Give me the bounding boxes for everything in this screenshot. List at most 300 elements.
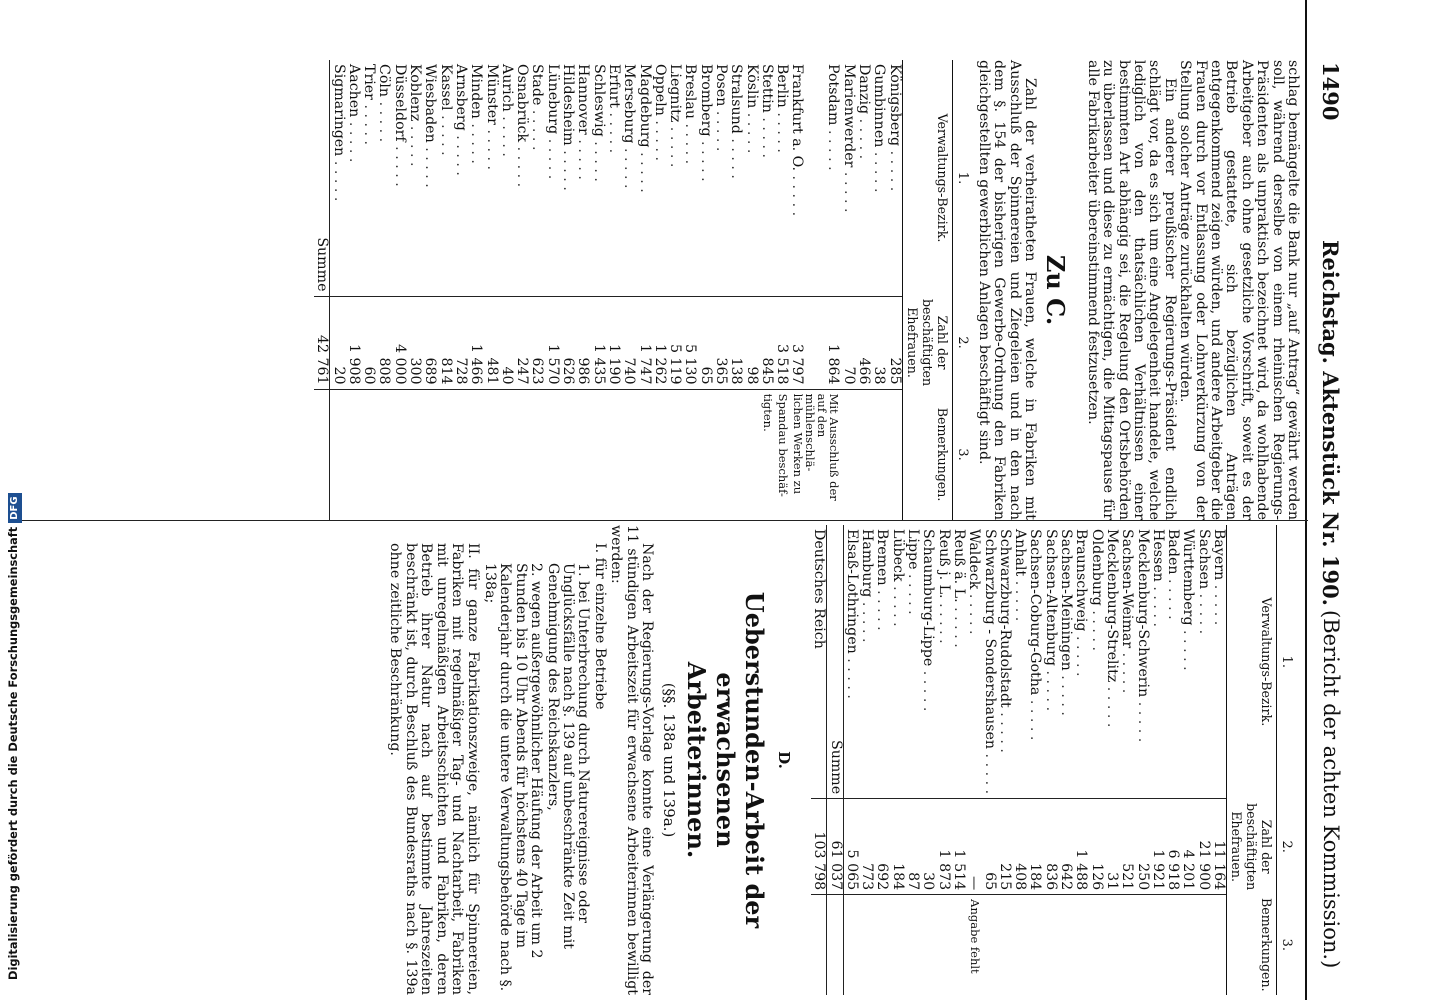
col-num-3: 3. xyxy=(1277,895,1297,995)
leader-dots: . . . . . xyxy=(483,124,500,171)
leader-dots: . . . . . xyxy=(682,119,699,165)
district-remark xyxy=(871,389,886,520)
table-row xyxy=(1150,525,1165,995)
leader-dots: . . . . . xyxy=(1012,576,1029,622)
district-count: 40 xyxy=(499,296,514,389)
leader-dots: . . . . . xyxy=(920,666,937,712)
district-count: 740 xyxy=(621,296,636,389)
leader-dots: . . . . . xyxy=(422,142,439,188)
leader-dots: . . . . . xyxy=(774,107,791,153)
table-row xyxy=(1058,525,1073,995)
district-remark xyxy=(1042,895,1057,995)
leader-dots: . . . . . xyxy=(728,133,745,179)
leader-dots: . . . . . xyxy=(843,653,860,699)
district-count: 814 xyxy=(437,296,452,389)
district-remark xyxy=(1195,895,1210,995)
district-name: Liegnitz . . . . . xyxy=(667,64,684,168)
district-name: Kassel . . . . . xyxy=(437,64,454,156)
district-name: Hamburg . . . . . xyxy=(859,529,876,643)
col-head-district: Verwaltungs-Bezirk. xyxy=(1227,525,1277,799)
table-row xyxy=(997,525,1012,995)
table-row-total xyxy=(811,525,827,995)
district-count: 773 xyxy=(859,799,874,895)
district-name: Osnabrück . . . . . xyxy=(514,64,531,188)
col-head-count: Zahl der beschäftigten Ehefrauen. xyxy=(1227,799,1277,895)
district-count: 87 xyxy=(905,799,920,895)
district-name: Reuß j. L. . . . . . xyxy=(935,529,952,644)
leader-dots: . . . . . xyxy=(789,171,806,217)
running-header xyxy=(1305,0,1347,1000)
district-remark xyxy=(361,389,376,520)
district-count: 98 xyxy=(743,296,758,389)
district-count: 138 xyxy=(728,296,743,389)
district-name: Magdeburg . . . . . xyxy=(636,64,653,193)
leader-dots: . . . . . xyxy=(468,118,485,164)
district-count: 689 xyxy=(422,296,437,389)
table-row xyxy=(859,525,874,995)
leader-dots: . . . . . xyxy=(871,147,888,193)
district-count: 31 xyxy=(1104,799,1119,895)
table-row-sum xyxy=(314,60,330,520)
table-row xyxy=(981,525,996,995)
district-name: Mecklenburg-Strelitz . . . . . xyxy=(1103,529,1120,728)
district-remark xyxy=(407,389,422,520)
district-remark: lichen Werken zu xyxy=(791,393,806,495)
district-remark xyxy=(667,389,682,520)
district-remark xyxy=(391,389,406,520)
leader-dots: . . . . . xyxy=(1073,631,1090,677)
district-remark xyxy=(1104,895,1119,995)
district-count: 481 xyxy=(483,296,498,389)
table-row-sum xyxy=(827,525,843,995)
district-remark xyxy=(920,895,935,995)
district-count: 692 xyxy=(874,799,889,895)
table-row xyxy=(920,525,935,995)
leader-dots: . . . . . xyxy=(1119,648,1136,694)
section-c-caption: Zahl der verheiratheten Frauen, welche in Fabriken mit Ausschluß der Spinnereien und Ziegeleien und in den nach dem §. 154 der bisherigen Gewerbe-Ordnung den Fabriken gleichgestellten gewerblichen Anlagen beschäftigt sind. xyxy=(976,60,1039,520)
district-remark xyxy=(422,389,437,520)
district-remark xyxy=(575,389,590,520)
district-count: 5 119 xyxy=(667,296,682,389)
table-row xyxy=(1027,525,1042,995)
table-row xyxy=(697,60,712,520)
district-remark xyxy=(1134,895,1149,995)
leader-dots: . . . . . xyxy=(590,136,607,182)
col-head-district: Verwaltungs-Bezirk. xyxy=(902,60,952,296)
district-remark: Spandau beschäf- xyxy=(776,393,791,497)
district-name: Elsaß-Lothringen . . . . . xyxy=(843,529,860,699)
district-name: Hildesheim . . . . . xyxy=(560,64,577,191)
district-name: Lippe . . . . . xyxy=(905,529,922,615)
leader-dots: . . . . . xyxy=(361,99,378,146)
leader-dots: . . . . . xyxy=(376,97,393,143)
district-name: Oldenburg . . . . . xyxy=(1088,529,1105,651)
district-name: Münster . . . . . xyxy=(483,64,500,171)
table-row xyxy=(713,60,728,520)
col-num-2: 2. xyxy=(1277,799,1297,895)
leader-dots: . . . . . xyxy=(996,707,1013,753)
district-count: 3 797 xyxy=(789,296,804,389)
district-remark xyxy=(514,389,529,520)
district-name: Gumbinnen . . . . . xyxy=(871,64,888,193)
table-row xyxy=(330,60,346,520)
section-c-rows xyxy=(330,60,902,520)
district-name: Arnsberg . . . . . xyxy=(452,64,469,176)
district-name: Sigmaringen . . . . . xyxy=(330,64,347,202)
district-name: Bayern . . . . . xyxy=(1211,529,1227,626)
district-name: Posen . . . . . xyxy=(713,64,730,152)
district-name: Reuß ä. L. . . . . . xyxy=(950,529,967,648)
table-row xyxy=(575,60,590,520)
district-name: Schwarzburg-Rudolstadt . . . . . xyxy=(996,529,1013,753)
district-remark xyxy=(997,895,1012,995)
district-remark xyxy=(856,389,871,520)
district-remark xyxy=(1088,895,1103,995)
table-row xyxy=(966,525,981,995)
list-item-i: I. für einzelne Betriebe xyxy=(591,543,608,710)
district-name: Berlin . . . . . xyxy=(774,64,791,153)
district-remark xyxy=(682,389,697,520)
section-c-table xyxy=(314,60,972,520)
table-row xyxy=(1119,525,1134,995)
column-divider xyxy=(18,520,1308,521)
table-row xyxy=(422,60,437,520)
district-count: 1 921 xyxy=(1150,799,1165,895)
district-name: Breslau . . . . . xyxy=(682,64,699,165)
district-remark xyxy=(636,389,651,520)
district-name: Hessen . . . . . xyxy=(1149,529,1166,627)
district-remark xyxy=(468,389,483,520)
table-row xyxy=(805,60,841,520)
leader-dots: . . . . . xyxy=(981,749,998,795)
district-remark xyxy=(728,389,743,520)
district-count: 184 xyxy=(1027,799,1042,895)
digitization-credit xyxy=(6,496,20,994)
leader-dots: . . . . . xyxy=(966,589,983,635)
col-head-remarks: Bemerkungen. xyxy=(902,389,952,520)
leader-dots: . . . . . xyxy=(1042,665,1059,712)
district-name: Düsseldorf . . . . . xyxy=(391,64,408,187)
district-name: Sachsen-Weimar . . . . . xyxy=(1119,529,1136,694)
table-row xyxy=(1088,525,1103,995)
district-count: — xyxy=(966,799,981,895)
table-row xyxy=(376,60,391,520)
district-remark xyxy=(1012,895,1027,995)
district-remark xyxy=(874,895,889,995)
leader-dots: . . . . . xyxy=(667,122,684,168)
leader-dots: . . . . . xyxy=(1211,580,1227,626)
leader-dots: . . . . . xyxy=(452,130,469,176)
section-c-heading: Zu C. xyxy=(1041,254,1071,326)
district-name: Sachsen-Meiningen . . . . . xyxy=(1058,529,1075,716)
table-row xyxy=(1211,525,1227,995)
total-label: Deutsches Reich xyxy=(811,525,827,799)
district-remark xyxy=(1119,895,1134,995)
district-count: 4 201 xyxy=(1180,799,1195,895)
col-num-1: 1. xyxy=(1277,525,1297,799)
district-remark xyxy=(1027,895,1042,995)
leader-dots: . . . . . xyxy=(544,134,561,180)
district-name: Anhalt . . . . . xyxy=(1012,529,1029,622)
district-remark xyxy=(1180,895,1195,995)
district-name: Königsberg . . . . . xyxy=(886,64,903,192)
district-name: Oppeln . . . . . xyxy=(651,64,668,161)
table-row xyxy=(621,60,636,520)
district-name: Bremen . . . . . xyxy=(874,529,891,631)
table-row xyxy=(856,60,871,520)
table-row xyxy=(437,60,452,520)
table-row xyxy=(682,60,697,520)
district-count: 365 xyxy=(713,296,728,389)
district-count: 1 435 xyxy=(590,296,605,389)
table-row xyxy=(652,60,667,520)
district-name: Stettin . . . . . xyxy=(758,64,775,159)
district-name: Aachen . . . . . xyxy=(345,64,362,163)
table-row xyxy=(1134,525,1149,995)
district-count: 250 xyxy=(1134,799,1149,895)
table-row xyxy=(743,60,758,520)
district-remark xyxy=(1058,895,1073,995)
district-remark xyxy=(483,389,498,520)
district-count: 626 xyxy=(560,296,575,389)
district-count: 247 xyxy=(514,296,529,389)
district-remark xyxy=(889,895,904,995)
leader-dots: . . . . . xyxy=(651,115,668,161)
district-name: Sachsen-Altenburg . . . . . xyxy=(1042,529,1059,712)
leader-dots: . . . . . xyxy=(889,581,906,627)
table-row xyxy=(499,60,514,520)
table-row xyxy=(841,60,856,520)
table-row xyxy=(468,60,483,520)
leader-dots: . . . . . xyxy=(743,108,760,154)
district-name: Hannover . . . . . xyxy=(575,64,592,180)
district-count: 30 xyxy=(920,799,935,895)
table-row xyxy=(1073,525,1088,995)
leader-dots: . . . . . xyxy=(697,136,714,182)
table-row xyxy=(759,60,774,520)
district-name: Braunschweig . . . . . xyxy=(1073,529,1090,677)
district-remark xyxy=(346,389,361,520)
col-num-2: 2. xyxy=(952,296,972,389)
district-count: 126 xyxy=(1088,799,1103,895)
leader-dots: . . . . . xyxy=(1195,589,1212,635)
leader-dots: . . . . . xyxy=(935,598,952,644)
district-name: Württemberg . . . . . xyxy=(1180,529,1197,671)
district-count: 1 570 xyxy=(544,296,559,389)
district-remark xyxy=(590,389,605,520)
district-count: 1 873 xyxy=(935,799,950,895)
leader-dots: . . . . . xyxy=(1088,605,1105,651)
district-count: 65 xyxy=(981,799,996,895)
district-remark xyxy=(886,389,902,520)
sum-label: Summe xyxy=(314,60,330,296)
sum-label: Summe xyxy=(827,525,843,799)
district-remark xyxy=(841,389,856,520)
district-remark xyxy=(560,389,575,520)
district-remark xyxy=(697,389,712,520)
district-name: Baden . . . . . xyxy=(1165,529,1182,620)
table-row xyxy=(1165,525,1180,995)
leader-dots: . . . . . xyxy=(1027,695,1044,741)
district-remark xyxy=(652,389,667,520)
page-number: 1490 xyxy=(1318,62,1343,121)
district-remark xyxy=(330,389,346,520)
district-count: 20 xyxy=(330,296,346,389)
leader-dots: . . . . . xyxy=(950,602,967,648)
section-d-heading-2: Arbeiterinnen. xyxy=(681,661,711,859)
intro-paragraph: schlag bemängelte die Bank nur „auf Antrag“ gewährt werden soll, während derselbe von einem rheinischen Regierungs-Präsidenten als unpraktisch bezeichnet wird, da wohlhabende Arbeitgeber auch ohne gesetzliche Vorschrift, soweit es der Betrieb gestattete, sich bezüglichen Anträgen entgegenkommend zeigen würden, und andere Arbeitgeber die Frauen durch vor Entlassung oder Lohnverkürzung von der Stellung solcher Anträge zurückhalten würden. xyxy=(1177,60,1301,520)
credit-text: Digitalisierung gefördert durch die Deutsche Forschungsgemeinschaft xyxy=(6,526,20,980)
district-remark: Mit Ausschluß der auf den mühlenschlä- xyxy=(803,393,842,501)
list-item-ii: II. für ganze Fabrikationszweige, nämlich für Spinnereien, Fabriken mit regelmäßiger Tag- und Nachtarbeit, Fabriken mit unregelmäßigen Arbeitsschichten und Fabriken, deren Betrieb ihrer Natur nach auf bestimmte Jahreszeiten beschränkt ist, durch Beschluß des Bundesraths nach §. 139a ohne zeitliche Beschränkung. xyxy=(387,543,481,995)
table-row xyxy=(843,525,859,995)
leader-dots: . . . . . xyxy=(1058,670,1075,716)
district-remark xyxy=(499,389,514,520)
district-count: 5 065 xyxy=(843,799,859,895)
district-remark xyxy=(905,895,920,995)
district-remark xyxy=(859,895,874,995)
leader-dots: . . . . . xyxy=(856,114,873,160)
district-count: 1 864 xyxy=(805,296,841,389)
district-name: Potsdam . . . . . xyxy=(825,64,842,171)
district-count: 1 747 xyxy=(636,296,651,389)
district-name: Aurich . . . . . xyxy=(498,64,515,157)
district-count: 1 466 xyxy=(468,296,483,389)
district-count: 1 514 xyxy=(951,799,966,895)
table-row xyxy=(407,60,422,520)
list-item-i-2: 2. wegen außergewöhnlicher Häufung der Arbeit um 2 Stunden bis 10 Uhr Abends für höchstens 40 Tage im Kalenderjahr durch die untere Verwaltungsbehörde nach §. 138a; xyxy=(481,563,545,992)
leader-dots: . . . . . xyxy=(1180,625,1197,671)
table-row xyxy=(606,60,621,520)
leader-dots: . . . . . xyxy=(1165,574,1182,620)
district-name: Trier . . . . . xyxy=(361,64,378,146)
leader-dots: . . . . . xyxy=(437,110,454,156)
district-count: 1 488 xyxy=(1073,799,1088,895)
table-row xyxy=(667,60,682,520)
intro-paragraph-2: Ein anderer preußischer Regierungs-Präsident endlich schlägt vor, da es sich um eine Angelegenheit handele, welche lediglich von den thatsächlichen Verhältnissen einer bestimmten Art abhängig sei, die Regelung den Ortsbehörden zu überlassen und diese zu ermächtigen, die Mittagspause für alle Fabrikarbeiter übereinstimmend festzusetzen. xyxy=(1084,60,1178,520)
leader-dots: . . . . . xyxy=(886,146,903,192)
leader-dots: . . . . . xyxy=(560,145,577,191)
district-count: 808 xyxy=(376,296,391,389)
leader-dots: . . . . . xyxy=(825,125,842,171)
states-rows xyxy=(843,525,1226,995)
district-name: Lüneburg . . . . . xyxy=(544,64,561,180)
section-d-intro: Nach der Regierungs-Vorlage konnte eine Verlängerung der 11 stündigen Arbeitszeit für erwachsene Arbeiterinnen bewilligt werden: xyxy=(608,525,655,995)
sum-value: 61 037 xyxy=(827,799,843,895)
district-remark xyxy=(951,895,966,995)
district-remark xyxy=(981,895,996,995)
leader-dots: . . . . . xyxy=(1149,581,1166,627)
district-name: Marienwerder . . . . . xyxy=(840,64,857,213)
leader-dots: . . . . . xyxy=(529,105,546,151)
table-row xyxy=(871,60,886,520)
district-remark xyxy=(529,389,544,520)
district-count: 21 900 xyxy=(1195,799,1210,895)
district-name: Bromberg . . . . . xyxy=(697,64,714,182)
district-count: 836 xyxy=(1042,799,1057,895)
district-count: 728 xyxy=(453,296,468,389)
district-count: 845 xyxy=(759,296,774,389)
district-count: 521 xyxy=(1119,799,1134,895)
district-count: 986 xyxy=(575,296,590,389)
district-remark xyxy=(621,389,636,520)
leader-dots: . . . . . xyxy=(605,108,622,154)
table-row xyxy=(590,60,605,520)
district-remark xyxy=(606,389,621,520)
district-count: 38 xyxy=(871,296,886,389)
district-remark: tigten. xyxy=(760,393,775,432)
leader-dots: . . . . . xyxy=(905,569,922,615)
table-row xyxy=(346,60,361,520)
district-count: 4 000 xyxy=(391,296,406,389)
table-row xyxy=(636,60,651,520)
section-d-refs: (§§. 138a und 139a.) xyxy=(659,682,678,838)
district-remark xyxy=(743,389,758,520)
list-item-i-1: 1. bei Unterbrechung durch Naturereignisse oder Unglücksfälle nach §. 139 auf unbeschränkte Zeit mit Genehmigung des Reichskanzlers, xyxy=(544,563,592,950)
district-count: 623 xyxy=(529,296,544,389)
table-row xyxy=(889,525,904,995)
district-count: 215 xyxy=(997,799,1012,895)
district-count: 466 xyxy=(856,296,871,389)
table-row xyxy=(935,525,950,995)
table-row xyxy=(905,525,920,995)
district-name: Sachsen-Coburg-Gotha . . . . . xyxy=(1027,529,1044,741)
district-name: Schwarzburg - Sondershausen . . . . . xyxy=(981,529,998,795)
table-row xyxy=(514,60,529,520)
col-head-count: Zahl der beschäftigten Ehefrauen. xyxy=(902,296,952,389)
header-title: Reichstag. Aktenstück Nr. 190. xyxy=(1318,240,1343,606)
dfg-logo: DFG xyxy=(8,493,22,522)
district-count: 70 xyxy=(841,296,856,389)
section-d-heading: Ueberstunden-Arbeit der erwachsenen xyxy=(710,591,769,929)
district-name: Sachsen . . . . . xyxy=(1195,529,1212,635)
leader-dots: . . . . . xyxy=(1103,682,1120,728)
header-right: (Bericht der achten Kommission.) xyxy=(1319,610,1343,969)
district-name: Frankfurt a. O. . . . . . xyxy=(789,64,806,217)
left-column xyxy=(314,60,1300,520)
district-count: 1 908 xyxy=(346,296,361,389)
district-remark xyxy=(935,895,950,995)
district-count: 6 918 xyxy=(1165,799,1180,895)
district-remark xyxy=(1211,895,1227,995)
district-name: Lübeck . . . . . xyxy=(889,529,906,627)
district-remark xyxy=(1165,895,1180,995)
leader-dots: . . . . . xyxy=(575,134,592,180)
table-row xyxy=(361,60,376,520)
leader-dots: . . . . . xyxy=(407,121,424,167)
district-remark xyxy=(1073,895,1088,995)
district-remark xyxy=(376,389,391,520)
district-remark xyxy=(843,895,859,995)
table-row xyxy=(453,60,468,520)
leader-dots: . . . . . xyxy=(621,143,638,189)
table-row xyxy=(1012,525,1027,995)
district-count: 300 xyxy=(407,296,422,389)
district-count: 285 xyxy=(886,296,902,389)
col-num-1: 1. xyxy=(952,60,972,296)
district-name: Koblenz . . . . . xyxy=(407,64,424,167)
table-row xyxy=(1180,525,1195,995)
table-row xyxy=(789,60,804,520)
table-row xyxy=(874,525,889,995)
district-name: Stralsund . . . . . xyxy=(728,64,745,179)
district-remark xyxy=(1150,895,1165,995)
leader-dots: . . . . . xyxy=(758,112,775,159)
district-name: Merseburg . . . . . xyxy=(621,64,638,189)
district-name: Cöln . . . . . xyxy=(376,64,393,143)
table-row xyxy=(483,60,498,520)
district-name: Schaumburg-Lippe . . . . . xyxy=(920,529,937,712)
